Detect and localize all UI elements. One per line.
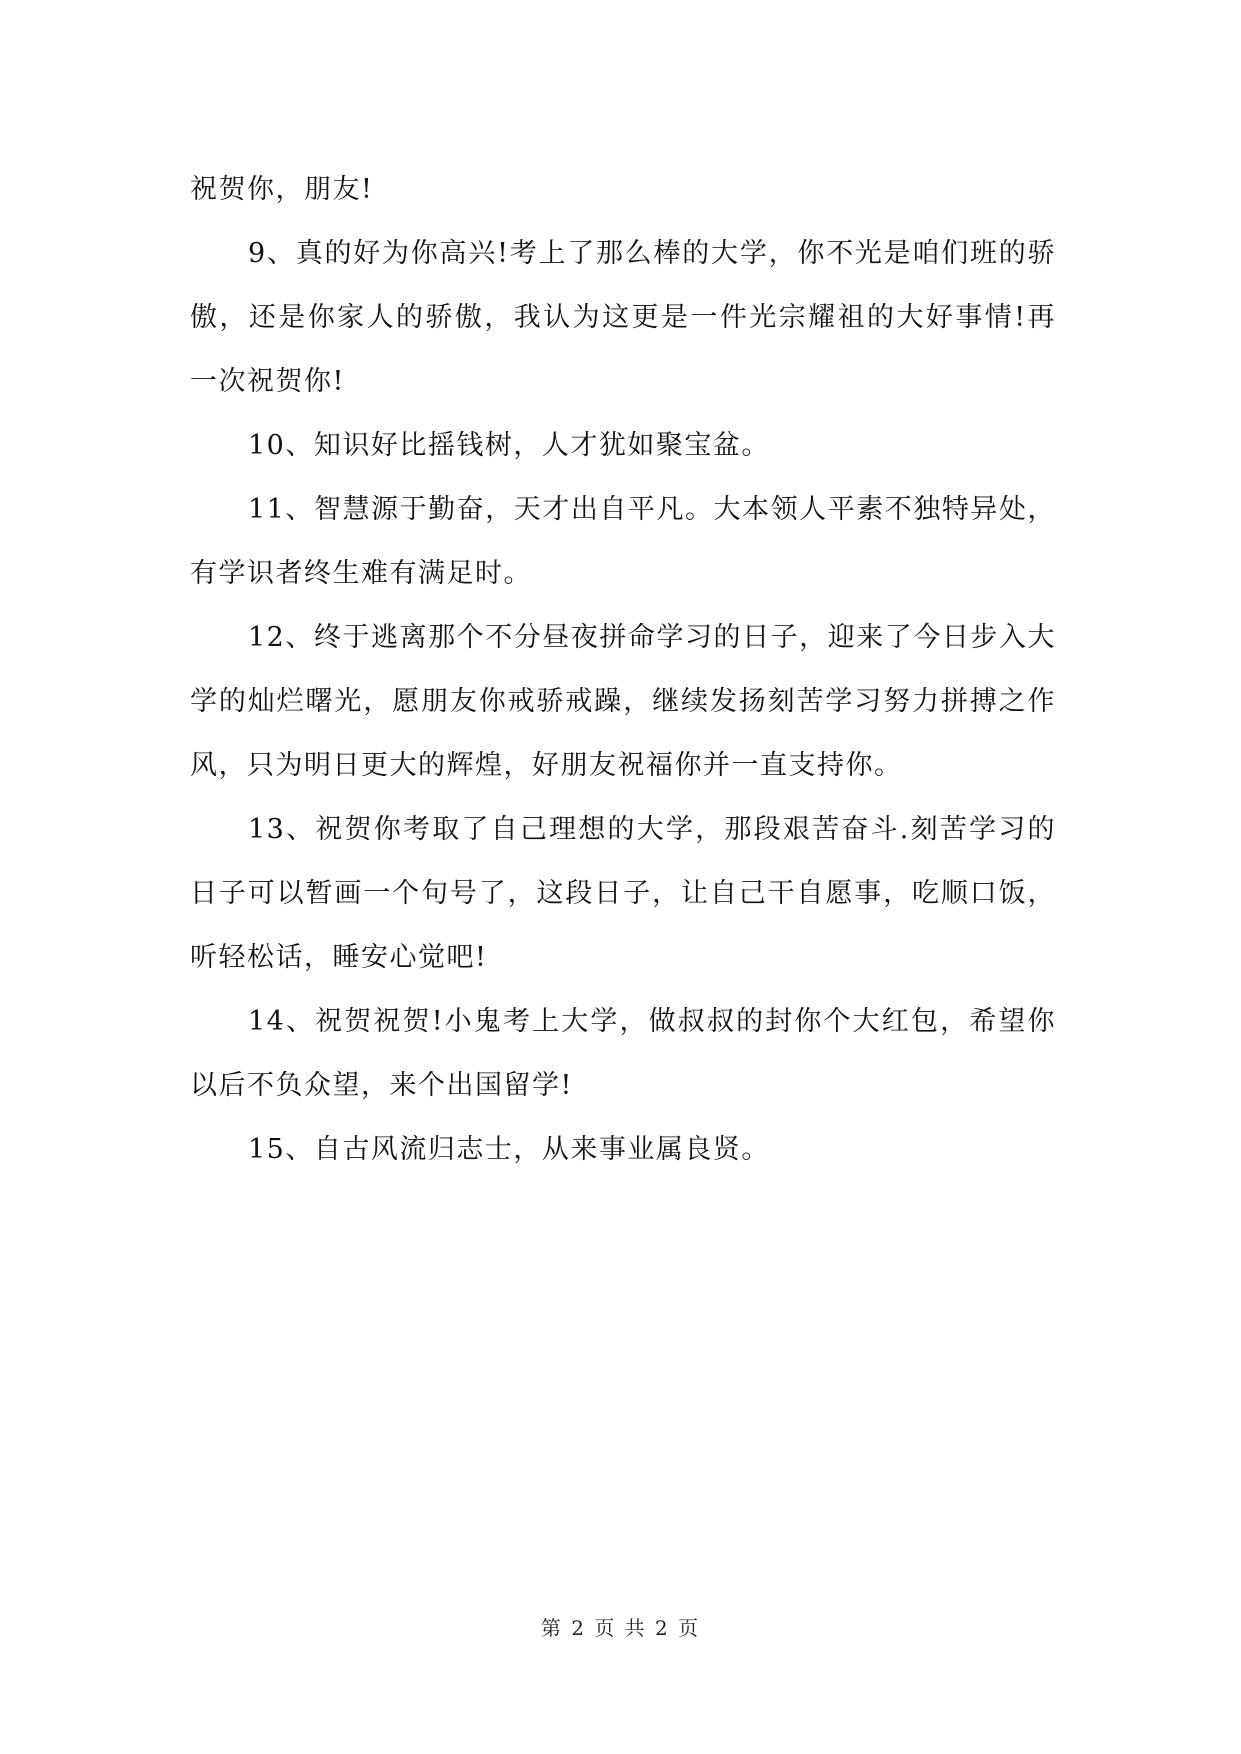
paragraph-continuation: 祝贺你，朋友!: [190, 174, 374, 205]
paragraph-item-10: 10、知识好比摇钱树，人才犹如聚宝盆。: [248, 430, 770, 461]
paragraph-item-13: 13、祝贺你考取了自己理想的大学，那段艰苦奋斗.刻苦学习的日子可以暂画一个句号了，这段日子，让自己干自愿事，吃顺口饭，听轻松话，睡安心觉吧!: [190, 814, 1056, 973]
paragraph-item-12: 12、终于逃离那个不分昼夜拼命学习的日子，迎来了今日步入大学的灿烂曙光，愿朋友你戒骄戒躁，继续发扬刻苦学习努力拼搏之作风，只为明日更大的辉煌，好朋友祝福你并一直支持你。: [190, 622, 1056, 781]
paragraph-item-11: 11、智慧源于勤奋，天才出自平凡。大本领人平素不独特异处，有学识者终生难有满足时。: [190, 494, 1056, 589]
document-body: [190, 158, 1056, 1182]
paragraph-item-14: 14、祝贺祝贺!小鬼考上大学，做叔叔的封你个大红包，希望你以后不负众望，来个出国留学!: [190, 1006, 1056, 1101]
paragraph-item-15: 15、自古风流归志士，从来事业属良贤。: [248, 1134, 770, 1165]
paragraph-item-9: 9、真的好为你高兴!考上了那么棒的大学，你不光是咱们班的骄傲，还是你家人的骄傲，我认为这更是一件光宗耀祖的大好事情!再一次祝贺你!: [190, 238, 1056, 397]
page-number-footer: 第 2 页 共 2 页: [540, 1616, 701, 1640]
